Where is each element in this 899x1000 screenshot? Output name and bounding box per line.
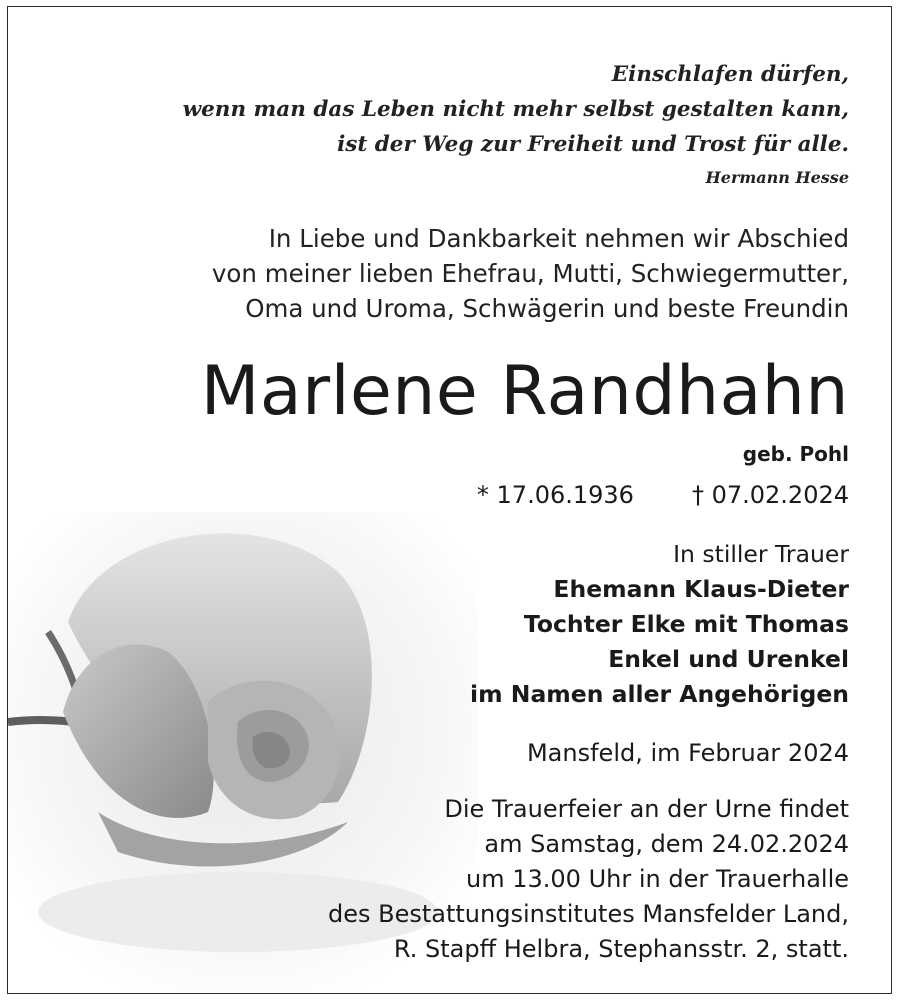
quote-line: Einschlafen dürfen, <box>611 62 849 87</box>
place-date: Mansfeld, im Februar 2024 <box>526 739 849 767</box>
intro-line: In Liebe und Dankbarkeit nehmen wir Abschied <box>268 224 849 253</box>
service-line: Die Trauerfeier an der Urne findet <box>444 795 849 823</box>
service-info <box>328 792 849 967</box>
mourner-name: im Namen aller Angehörigen <box>470 680 849 708</box>
service-line: des Bestattungsinstitutes Mansfelder Land, <box>327 900 849 928</box>
quote-line: wenn man das Leben nicht mehr selbst gestalten kann, <box>182 97 849 122</box>
deceased-name: Marlene Randhahn <box>200 352 849 431</box>
mourners-heading: In stiller Trauer <box>673 540 849 568</box>
mourner-name: Ehemann Klaus-Dieter <box>553 575 849 603</box>
birth-name: geb. Pohl <box>742 442 849 466</box>
intro-text <box>212 221 849 326</box>
life-dates <box>477 477 849 513</box>
obituary-frame <box>7 6 892 994</box>
mourner-name: Tochter Elke mit Thomas <box>523 610 849 638</box>
intro-line: Oma und Uroma, Schwägerin und beste Freundin <box>245 294 849 323</box>
mourners-block <box>470 537 849 712</box>
service-line: um 13.00 Uhr in der Trauerhalle <box>466 865 849 893</box>
quote-block <box>183 57 849 194</box>
quote-author: Hermann Hesse <box>705 168 849 187</box>
mourner-name: Enkel und Urenkel <box>608 645 849 673</box>
quote-line: ist der Weg zur Freiheit und Trost für alle. <box>337 132 849 157</box>
birth-date: * 17.06.1936 <box>476 481 634 509</box>
service-line: R. Stapff Helbra, Stephansstr. 2, statt. <box>393 935 849 963</box>
death-date: † 07.02.2024 <box>691 481 849 509</box>
intro-line: von meiner lieben Ehefrau, Mutti, Schwiegermutter, <box>211 259 849 288</box>
service-line: am Samstag, dem 24.02.2024 <box>484 830 849 858</box>
